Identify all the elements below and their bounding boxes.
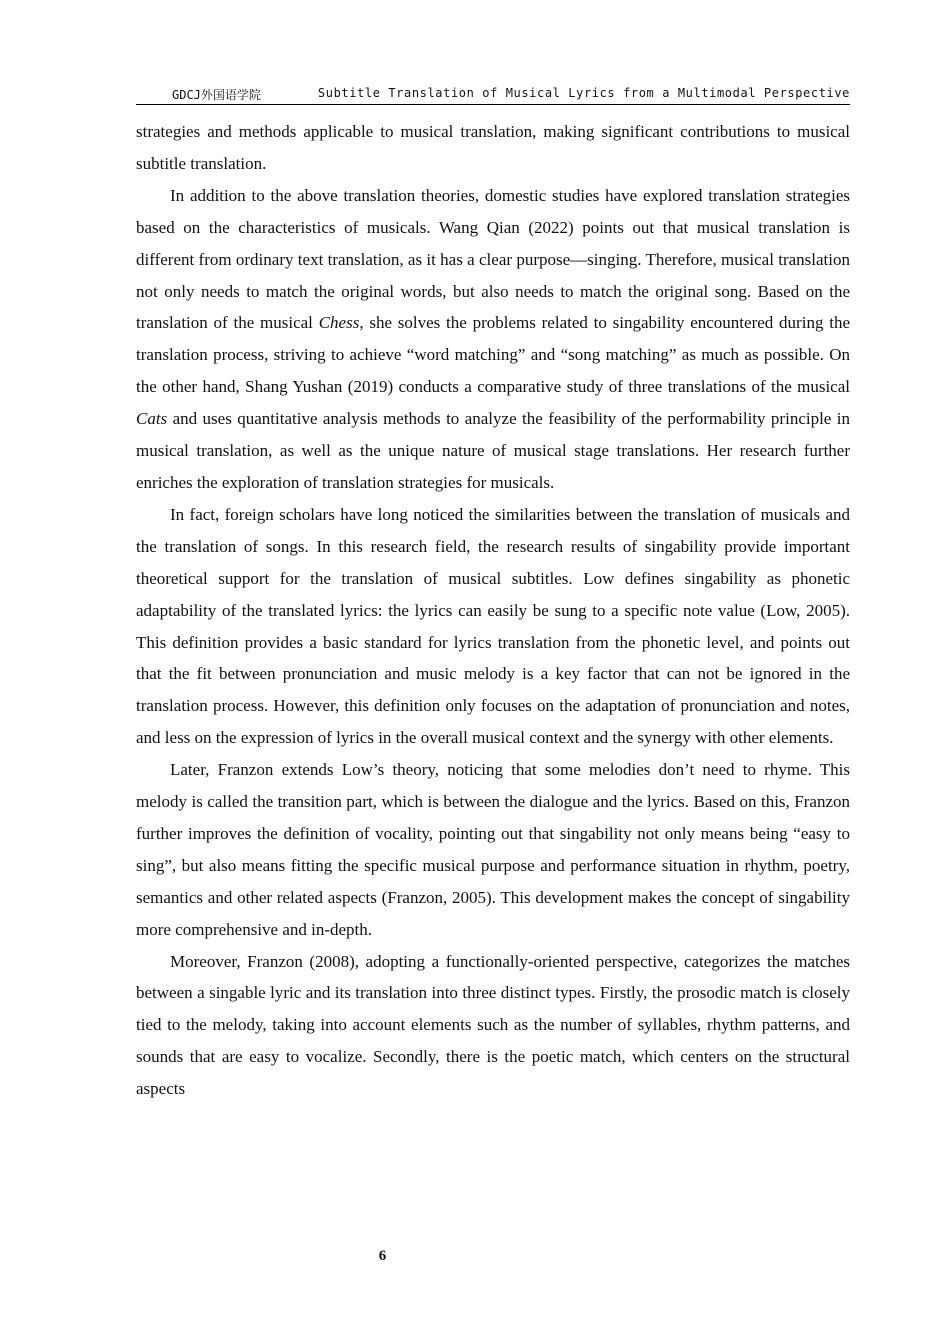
text-segment: Moreover, Franzon (2008), adopting a functionally-oriented perspective, categorizes the matches between a singable lyric and its translation into three distinct types. Firstly, the prosodic match is closely tied to the melody, taking into account elements such as the number of syllables, rhythm patterns, and sounds that are easy to vocalize. Secondly, there is the poetic match, which centers on the structural aspects: [136, 951, 850, 1099]
text-segment: , she solves the problems related to singability encountered during the translation process, striving to achieve “word matching” and “song matching” as much as possible. On the other hand, Shang Yushan (2019) conducts a comparative study of three translations of the musical: [136, 313, 850, 397]
running-header: [136, 84, 850, 105]
page-number: 6: [378, 1248, 387, 1264]
italic-title: Chess: [318, 313, 360, 333]
text-segment: and uses quantitative analysis methods to analyze the feasibility of the performability principle in musical translation, as well as the unique nature of musical stage translations. Her research further enriches the exploration of translation strategies for musicals.: [136, 409, 850, 492]
body-text: [136, 116, 850, 1105]
italic-title: Cats: [136, 409, 168, 429]
text-segment: In fact, foreign scholars have long noticed the similarities between the translation of musicals and the translation of songs. In this research field, the research results of singability provide important theoretical support for the translation of musical subtitles. Low defines singability as phonetic adaptability of the translated lyrics: the lyrics can easily be sung to a specific note value (Low, 2005). This definition provides a basic standard for lyrics translation from the phonetic level, and points out that the fit between pronunciation and music melody is a key factor that can not be ignored in the translation process. However, this definition only focuses on the adaptation of pronunciation and notes, and less on the expression of lyrics in the overall musical context and the synergy with other elements.: [136, 504, 850, 748]
paragraph: [136, 499, 850, 754]
paragraph: [136, 946, 850, 1106]
paragraph: [136, 116, 850, 180]
text-segment: Later, Franzon extends Low’s theory, noticing that some melodies don’t need to rhyme. This melody is called the transition part, which is between the dialogue and the lyrics. Based on this, Franzon further improves the definition of vocality, pointing out that singability not only means being “easy to sing”, but also means fitting the specific musical purpose and performance situation in rhythm, poetry, semantics and other related aspects (Franzon, 2005). This development makes the concept of singability more comprehensive and in-depth.: [136, 760, 850, 939]
header-title: Subtitle Translation of Musical Lyrics from a Multimodal Perspective: [317, 86, 850, 100]
paragraph: [136, 754, 850, 945]
paragraph: [136, 180, 850, 499]
text-segment: strategies and methods applicable to musical translation, making significant contributions to musical subtitle translation.: [136, 122, 850, 173]
header-institution: GDCJ外国语学院: [172, 88, 261, 102]
text-segment: In addition to the above translation theories, domestic studies have explored translation strategies based on the characteristics of musicals. Wang Qian (2022) points out that musical translation is different from ordinary text translation, as it has a clear purpose—singing. Therefore, musical translation not only needs to match the original words, but also needs to match the original song. Based on the translation of the musical: [136, 185, 850, 333]
